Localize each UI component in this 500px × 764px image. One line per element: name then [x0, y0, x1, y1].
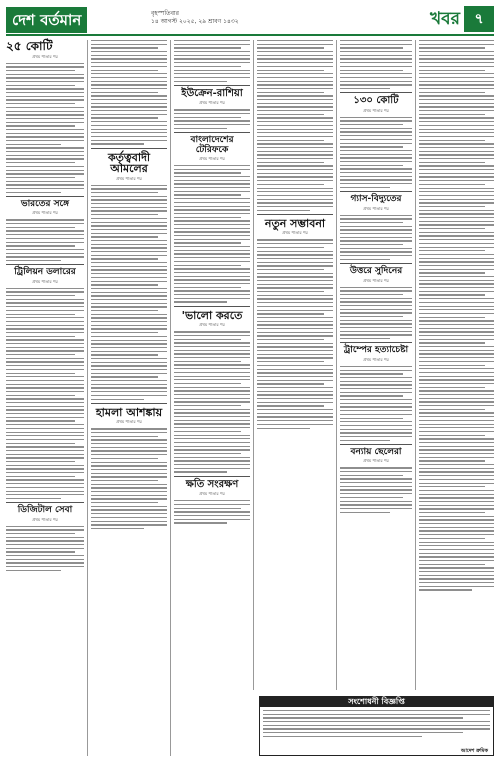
brand-name: দেশ বর্তমান: [12, 11, 82, 29]
article-byline: প্রথম পাতার পর: [116, 419, 142, 425]
article-headline: 'ভালো করতে: [181, 308, 243, 322]
article: [257, 218, 333, 429]
article-body: [6, 526, 84, 572]
article-body: [174, 331, 250, 472]
article-body: [419, 40, 494, 591]
article-body: [257, 239, 333, 428]
article-body: [6, 219, 84, 261]
dateline: [151, 10, 239, 26]
article: [340, 195, 412, 260]
day-label: বৃহস্পতিবার: [151, 10, 179, 17]
article-byline: প্রথম পাতার পর: [363, 356, 389, 362]
column-4: [257, 40, 333, 431]
article: [340, 448, 412, 513]
article-body: [91, 185, 167, 400]
article-byline: প্রথম পাতার পর: [363, 205, 389, 211]
article-headline: গ্যাস-বিদ্যুতের: [350, 194, 402, 205]
article: [6, 506, 84, 571]
notice-title: সংশোধনী বিজ্ঞপ্তি: [259, 696, 494, 707]
article-body: [174, 500, 250, 523]
article-headline: ডিজিটাল সেবা: [17, 505, 73, 516]
article-byline: প্রথম পাতার পর: [363, 458, 389, 464]
column-rule: [253, 40, 254, 690]
article: [91, 407, 167, 529]
article-byline: প্রথম পাতার পর: [199, 322, 225, 328]
article-byline: প্রথম পাতার পর: [32, 210, 58, 216]
article-body: [340, 40, 412, 89]
article-headline: ট্রাম্পের হত্যাচেষ্টা: [343, 345, 409, 356]
article-byline: প্রথম পাতার পর: [32, 516, 58, 522]
newspaper-page: [6, 6, 494, 758]
section-title: খবর: [430, 9, 460, 29]
article-headline: কর্তৃত্ববাদী আমলের: [107, 150, 150, 176]
article-byline: প্রথম পাতার পর: [32, 53, 58, 59]
article-body: [6, 63, 84, 193]
column-rule: [87, 40, 88, 756]
notice-box: [259, 696, 494, 758]
article-byline: প্রথম পাতার পর: [199, 491, 225, 497]
article-headline: ২৫ কোটি: [6, 39, 53, 53]
article: [340, 96, 412, 188]
article-body: [174, 40, 250, 82]
article-body: [340, 287, 412, 340]
notice-signature: আদেশ ক্রমিক: [460, 748, 488, 754]
page-number: ৭: [464, 6, 494, 32]
column-rule: [336, 40, 337, 690]
column-2: [91, 40, 167, 532]
article-body: [174, 109, 250, 129]
article-byline: প্রথম পাতার পর: [199, 155, 225, 161]
column-3: [174, 40, 250, 526]
article: [174, 310, 250, 473]
article-body: [340, 467, 412, 513]
article: [6, 200, 84, 261]
article-byline: প্রথম পাতার পর: [363, 107, 389, 113]
article-body: [340, 117, 412, 188]
article: [6, 268, 84, 499]
article-body: [91, 428, 167, 529]
article-headline: ভারতের সঙ্গে: [20, 198, 70, 209]
article-byline: প্রথম পাতার পর: [32, 278, 58, 284]
article-body: [257, 40, 333, 211]
article-headline: বাংলাদেশের টেরিফকে: [190, 135, 234, 155]
article-headline: ট্রিলিয়ন ডলারের: [14, 267, 76, 278]
article: [174, 89, 250, 129]
article-byline: প্রথম পাতার পর: [116, 175, 142, 181]
article-body: [340, 215, 412, 261]
article: [174, 136, 250, 303]
article-headline: ইউক্রেন-রাশিয়া: [181, 87, 243, 99]
article-body: [6, 288, 84, 499]
date-label: ১৪ আগস্ট ২০২৫, ২৯ শ্রাবণ ১৪৩২: [151, 18, 239, 25]
column-5: [340, 40, 412, 515]
article-byline: প্রথম পাতার পর: [199, 100, 225, 106]
article-headline: বন্যায় ছেলেরা: [350, 446, 402, 457]
column-1: [6, 40, 84, 574]
column-rule: [170, 40, 171, 756]
article-headline: ১৩০ কোটি: [353, 95, 399, 107]
article-headline: উত্তরে সুদিনের: [349, 266, 403, 277]
article-headline: ক্ষতি সংরক্ষণ: [185, 478, 239, 490]
article-body: [340, 366, 412, 441]
article: [6, 40, 84, 193]
article: [91, 152, 167, 400]
newspaper-logo: [6, 7, 87, 33]
article: [340, 267, 412, 339]
masthead: [6, 6, 494, 36]
article-byline: প্রথম পাতার পর: [363, 277, 389, 283]
article-body: [174, 165, 250, 303]
article-headline: হামলা আশঙ্কায়: [95, 405, 163, 419]
column-rule: [415, 40, 416, 690]
column-6: [419, 40, 494, 593]
article-byline: প্রথম পাতার পর: [282, 230, 308, 236]
article: [340, 346, 412, 440]
article: [174, 480, 250, 524]
notice-body: [259, 707, 494, 756]
article-body: [91, 40, 167, 145]
article-headline: নতুন সম্ভাবনা: [264, 216, 326, 230]
